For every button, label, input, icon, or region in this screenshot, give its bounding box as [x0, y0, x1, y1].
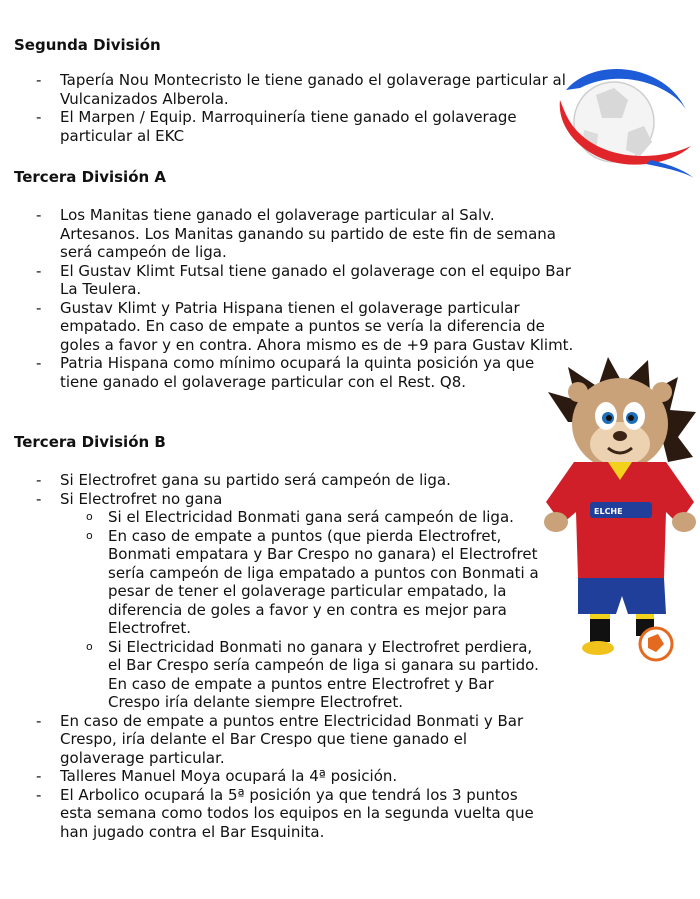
list-item: - Si Electrofret gana su partido será campeón de liga.: [36, 471, 451, 489]
mascot-icon: [538, 352, 700, 662]
list-item: - Tapería Nou Montecristo le tiene ganado el golaverage particular al Vulcanizados Alberola.: [36, 71, 566, 108]
tercera-a-list: [14, 206, 574, 391]
mascot-shirt-text: ELCHE: [594, 507, 623, 516]
section-title-segunda: Segunda División: [14, 36, 161, 54]
sub-list-item: o En caso de empate a puntos (que pierda Electrofret, Bonmati empatara y Bar Crespo no ganara) el Electrofret sería campeón de liga empatado a puntos con Bonmati a pesar de tener el golaverage particular empatado, la diferencia de goles a favor y en contra es mejor para Electrofret.: [86, 526, 539, 637]
list-item: - El Gustav Klimt Futsal tiene ganado el golaverage con el equipo Bar La Teulera.: [36, 261, 571, 298]
section-title-tercera-a: Tercera División A: [14, 168, 167, 186]
league-logo-icon: [556, 60, 696, 180]
list-item: - Si Electrofret no gana o Si el Electricidad Bonmati gana será campeón de liga. o En caso de empate a puntos (que pierda Electrofret, Bonmati empatara y Bar Crespo no ganara) el Electrofret sería campeón de liga empatado a puntos con Bonmati a pesar de tener el golaverage particular empatado, la diferencia de goles a favor y en contra es mejor para Electrofret. o Si Electricidad Bonmati no ganara y Electrofret perdiera, el Bar Crespo sería campeón de liga si ganara su partido. En caso de empate a puntos entre Electrofret y Bar Crespo iría delante siempre Electrofret.: [14, 490, 544, 712]
list-item: - Los Manitas tiene ganado el golaverage particular al Salv. Artesanos. Los Manitas ganando su partido de este fin de semana será campeón de liga.: [36, 206, 556, 261]
section-title-tercera-b: Tercera División B: [14, 433, 166, 451]
list-item: - En caso de empate a puntos entre Electricidad Bonmati y Bar Crespo, iría delante el Bar Crespo que tiene ganado el golaverage particular.: [36, 711, 524, 767]
sub-list-item: o Si Electricidad Bonmati no ganara y Electrofret perdiera, el Bar Crespo sería campeón de liga si ganara su partido. En caso de empate a puntos entre Electrofret y Bar Crespo iría delante siempre Electrofret.: [86, 637, 539, 711]
list-item: - Patria Hispana como mínimo ocupará la quinta posición ya que tiene ganado el golaverage particular con el Rest. Q8.: [36, 354, 535, 391]
list-item: - Gustav Klimt y Patria Hispana tienen el golaverage particular empatado. En caso de empate a puntos se vería la diferencia de goles a favor y en contra. Ahora mismo es de +9 para Gustav Klimt.: [36, 298, 574, 354]
tercera-b-list: [14, 471, 544, 841]
list-item: - Talleres Manuel Moya ocupará la 4ª posición.: [36, 767, 398, 785]
list-item: - El Arbolico ocupará la 5ª posición ya que tendrá los 3 puntos esta semana como todos los equipos en la segunda vuelta que han jugado contra el Bar Esquinita.: [36, 785, 534, 841]
sub-list: [60, 508, 544, 712]
sub-list-item: o Si el Electricidad Bonmati gana será campeón de liga.: [86, 508, 514, 526]
segunda-list: [14, 71, 574, 145]
list-item: - El Marpen / Equip. Marroquinería tiene ganado el golaverage particular al EKC: [36, 108, 517, 145]
